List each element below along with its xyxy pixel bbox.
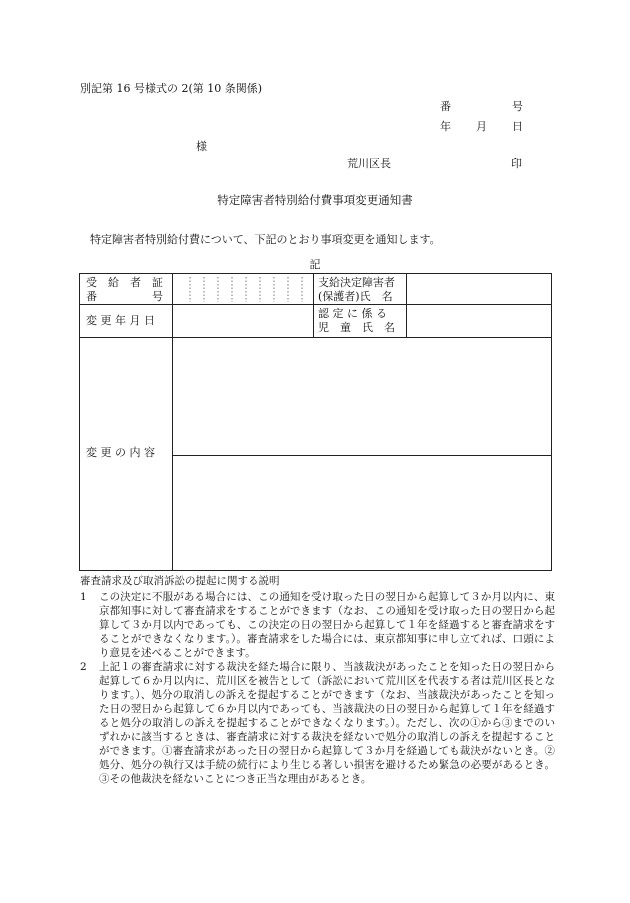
change-date-label: 変 更 年 月 日 [86,314,155,327]
note-text: この決定に不服がある場合には、この通知を受け取った日の翌日から起算して３か月以内に、東京都知事に対して審査請求をすることができます（なお、この通知を受け取った日の翌日から起算して３か月以内であっても、この決定の日の翌日から起算して１年を経過すると審査請求をすることができなくなります。）。審査請求をした場合には、東京都知事に申し立てれば、口頭により意見を述べることができます。 [99,591,555,659]
provider-name-label [318,276,404,304]
seal-mark: 印 [511,157,522,170]
recipient-number-boxes[interactable] [173,275,313,304]
change-content-label: 変 更 の 内 容 [86,446,155,459]
ki-heading: 記 [309,258,321,271]
form-id: 別記第 16 号様式の 2(第 10 条関係) [80,82,263,95]
child-name-field[interactable] [408,306,550,336]
date-year: 年 [440,120,451,133]
label-line: 児 童 氏 名 [318,321,395,334]
number-label: 番 [440,100,451,113]
table-divider [172,274,173,570]
label-line: 支給決定障害者 [318,276,395,289]
child-name-label [318,307,404,335]
table-divider [313,274,314,337]
table-divider [406,274,407,337]
notes-title: 審査請求及び取消訴訟の提起に関する説明 [80,575,280,587]
change-content-field[interactable] [174,339,550,454]
note-number: 1 [80,591,87,603]
note-item [80,660,555,800]
note-number: 2 [80,661,87,673]
notification-table [79,273,552,571]
issue-date-row [440,120,580,133]
date-day: 日 [512,120,523,133]
note-item [80,590,555,660]
date-month: 月 [476,120,487,133]
label-line: (保護者)氏 名 [318,290,393,303]
label-line: 受 給 者 証 [86,276,163,289]
table-divider [80,337,551,338]
recipient-number-label [86,276,166,304]
provider-name-field[interactable] [408,275,550,304]
table-divider [80,304,551,305]
recipient-suffix: 様 [196,140,207,153]
table-divider [172,455,551,456]
document-title: 特定障害者特別給付費事項変更通知書 [217,193,413,207]
change-content-field-lower[interactable] [174,457,550,569]
intro-text: 特定障害者特別給付費について、下記のとおり事項変更を通知します。 [90,233,441,246]
number-suffix: 号 [512,100,523,113]
note-text: 上記１の審査請求に対する裁決を経た場合に限り、当該裁決があったことを知った日の翌日から起算して６か月以内に、荒川区を被告として（訴訟において荒川区を代表する者は荒川区長となります。）、処分の取消しの訴えを提起することができます（なお、当該裁決があったことを知った日の翌日から起算して６か月以内であっても、当該裁決の日の翌日から起算して１年を経過すると処分の取消しの訴えを提起することができなくなります。）。ただし、次の①から③までのいずれかに該当するときは、審査請求に対する裁決を経ないで処分の取消しの訴えを提起することができます。①審査請求があった日の翌日から起算して３か月を経過しても裁決がないとき。②処分、処分の執行又は手続の続行により生じる著しい損害を避けるため緊急の必要があるとき。③その他裁決を経ないことにつき正当な理由があるとき。 [99,661,555,785]
change-date-field[interactable] [174,306,312,336]
issuer-name: 荒川区長 [347,157,391,170]
label-line: 番 号 [86,290,163,303]
label-line: 認 定 に 係 る [318,307,387,320]
reference-number-row [440,100,580,113]
